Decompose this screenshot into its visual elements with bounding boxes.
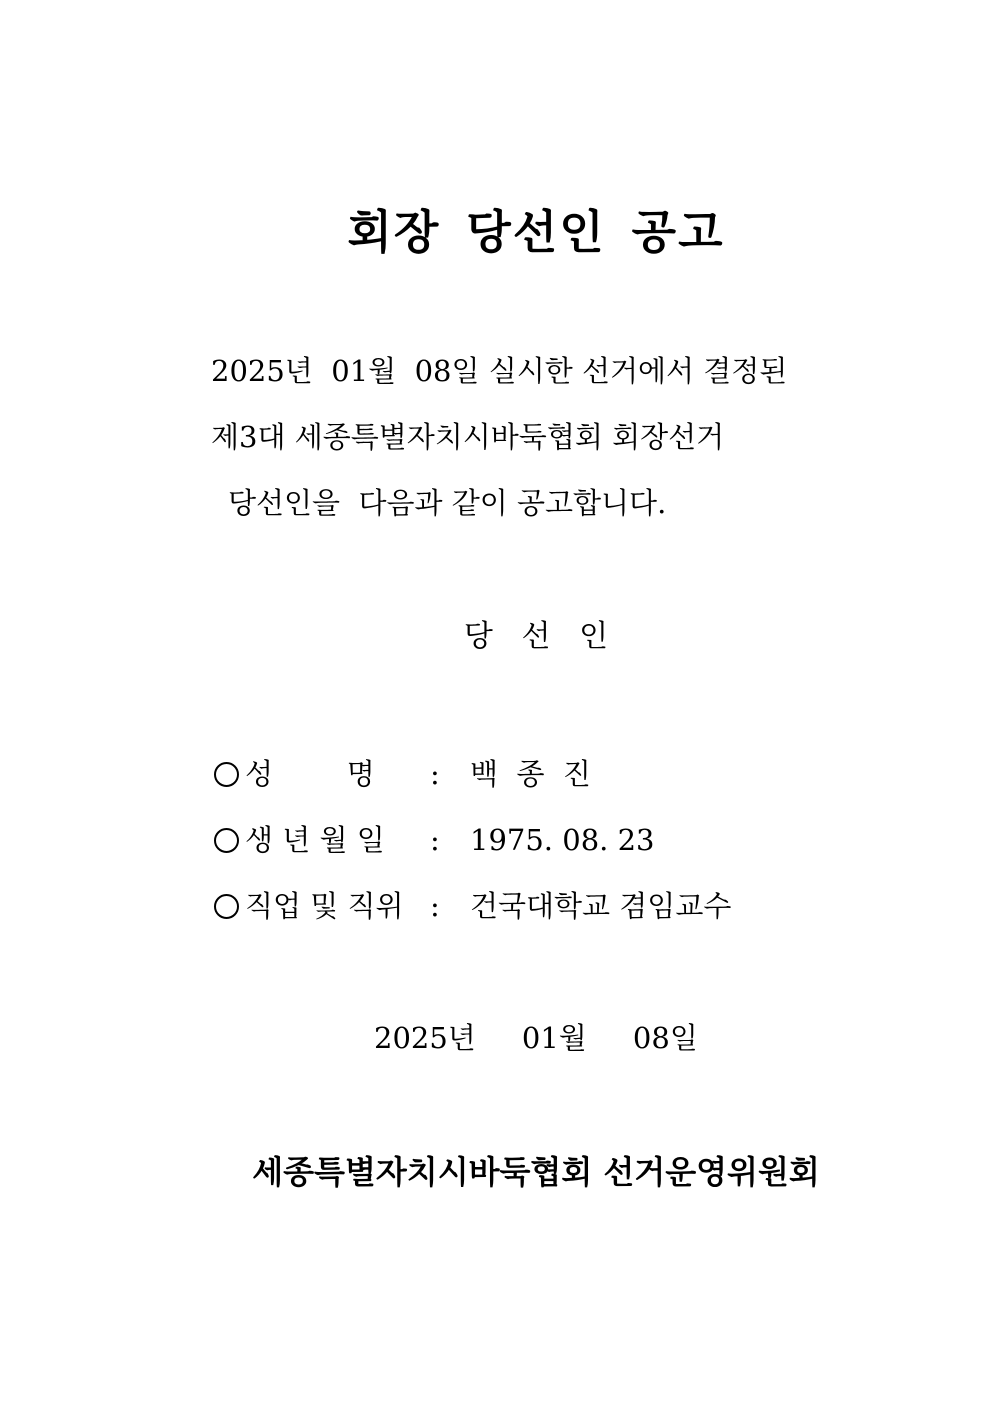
info-value-occupation: 건국대학교 겸임교수 bbox=[470, 889, 732, 923]
info-row-birthdate bbox=[214, 823, 655, 857]
winner-heading: 당 선 인 bbox=[463, 619, 609, 654]
circle-bullet-icon bbox=[214, 828, 239, 853]
circle-bullet-icon bbox=[214, 762, 239, 787]
info-row-name bbox=[214, 757, 591, 791]
info-label: 성 명 bbox=[245, 757, 375, 791]
info-colon: : bbox=[430, 757, 440, 791]
info-value-name: 백 종 진 bbox=[470, 757, 591, 791]
info-colon: : bbox=[430, 889, 440, 923]
info-row-occupation bbox=[214, 889, 732, 923]
announcement-line-3: 당선인을 다음과 같이 공고합니다. bbox=[228, 486, 667, 520]
announcement-line-1: 2025년 01월 08일 실시한 선거에서 결정된 bbox=[211, 354, 788, 388]
info-colon: : bbox=[430, 823, 440, 857]
circle-bullet-icon bbox=[214, 894, 239, 919]
info-label: 직업 및 직위 bbox=[245, 889, 404, 923]
info-label: 생 년 월 일 bbox=[245, 823, 385, 857]
announcement-date: 2025년 01월 08일 bbox=[374, 1021, 698, 1055]
info-value-birthdate: 1975. 08. 23 bbox=[470, 823, 655, 857]
announcement-line-2: 제3대 세종특별자치시바둑협회 회장선거 bbox=[211, 420, 725, 454]
issuing-organization: 세종특별자치시바둑협회 선거운영위원회 bbox=[252, 1153, 820, 1191]
document-title: 회장 당선인 공고 bbox=[347, 205, 725, 259]
